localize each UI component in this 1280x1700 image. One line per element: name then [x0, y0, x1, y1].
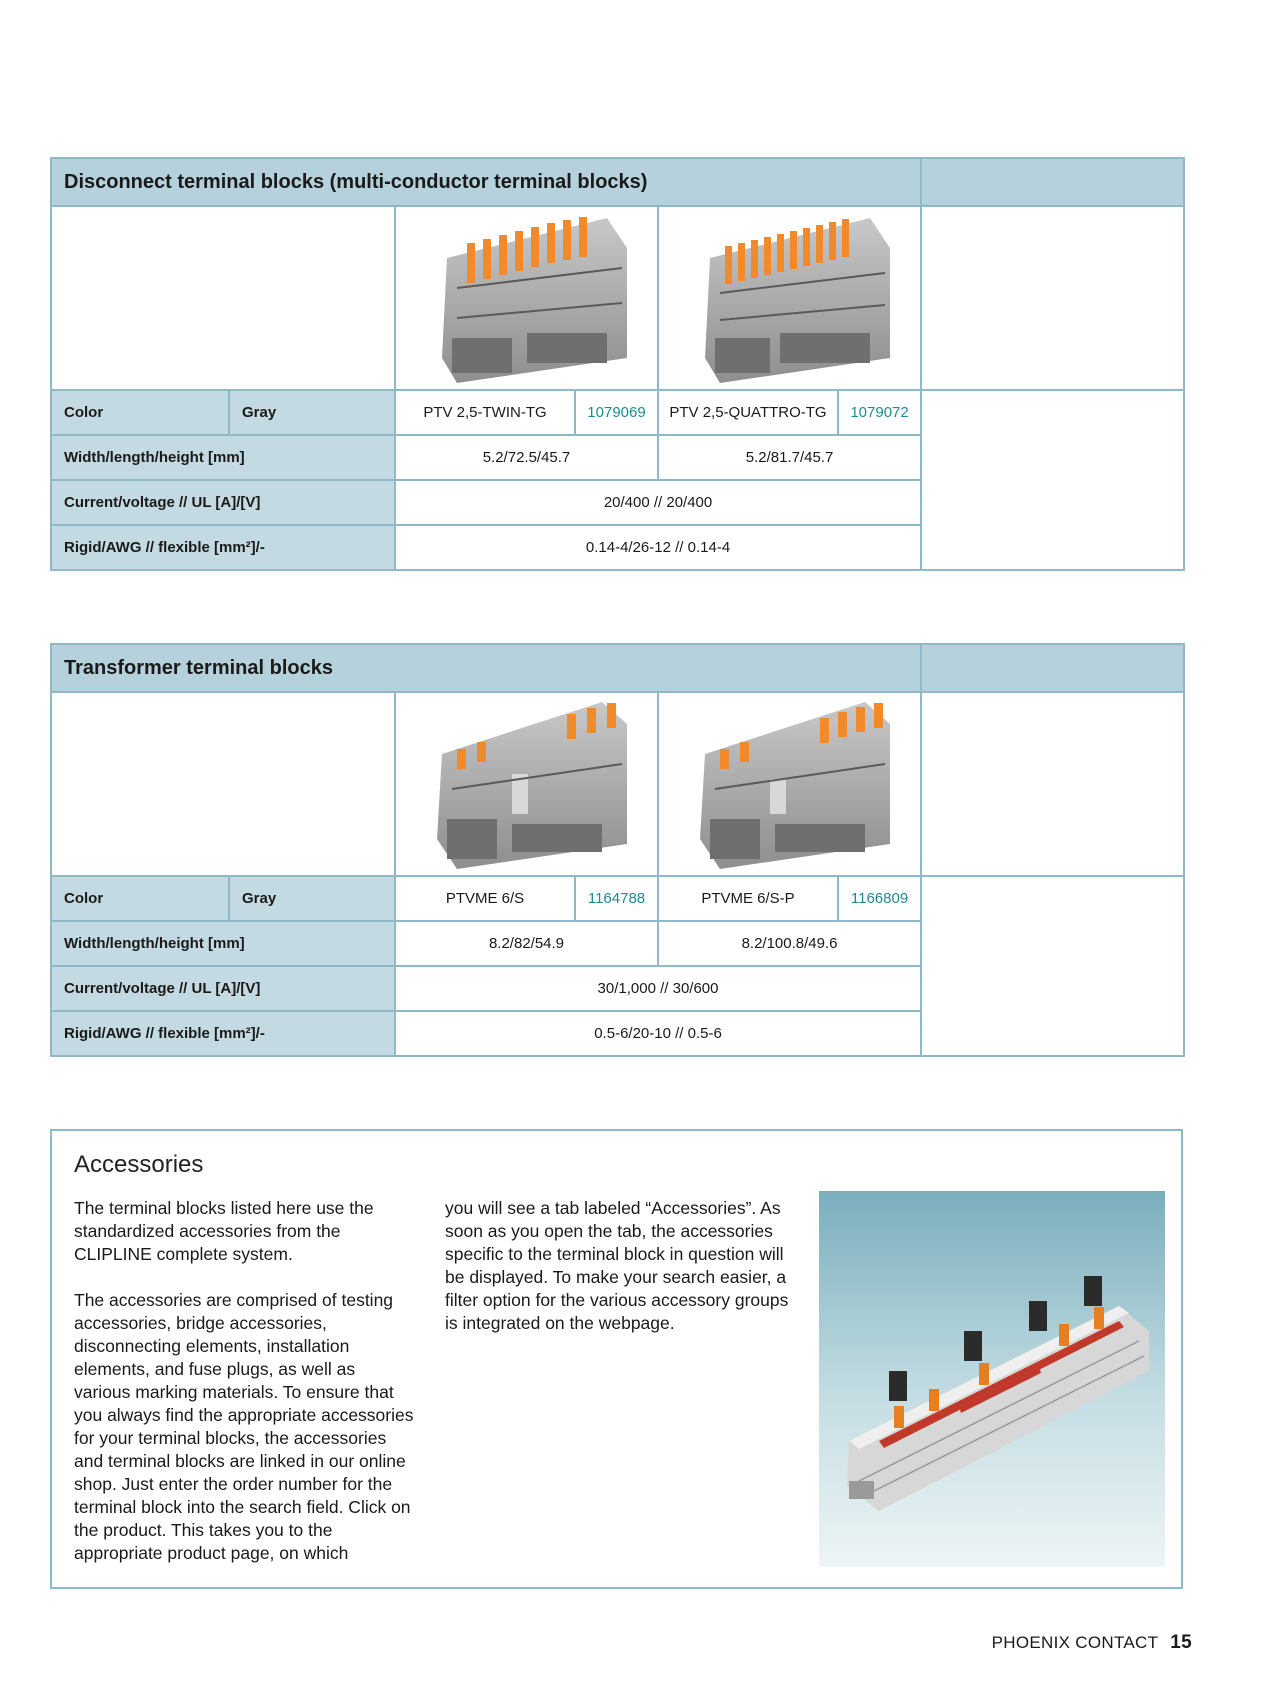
- accessories-column-2: [445, 1197, 790, 1358]
- accessories-paragraph: The accessories are comprised of testing accessories, bridge accessories, disconnecting elements, installation elements, and fuse plugs, as well as various marking materials. To ensure that you always find the appropriate accessories for your terminal blocks, the accessories and terminal blocks are linked in our online shop. Just enter the order number for the terminal block into the search field. Click on the product. This takes you to the appropriate product page, on which: [74, 1290, 414, 1563]
- dimensions-value: 5.2/81.7/45.7: [658, 435, 921, 480]
- empty-image-cell: [51, 692, 395, 876]
- page-footer: [992, 1632, 1192, 1654]
- product-name: PTV 2,5-TWIN-TG: [395, 390, 575, 435]
- accessories-paragraph: you will see a tab labeled “Accessories”. As soon as you open the tab, the accessories specific to the terminal block in question will be displayed. To make your search easier, a filter option for the various accessory groups is integrated on the webpage.: [445, 1198, 789, 1333]
- table-title: Transformer terminal blocks: [51, 644, 921, 692]
- empty-image-cell: [51, 206, 395, 390]
- color-label: Color: [51, 876, 229, 921]
- product-image-ptvme-6s-p: [658, 692, 921, 876]
- rigid-flexible-value: 0.14-4/26-12 // 0.14-4: [395, 525, 921, 570]
- dimensions-label: Width/length/height [mm]: [51, 921, 395, 966]
- disconnect-terminal-blocks-table: [50, 157, 1185, 571]
- current-voltage-label: Current/voltage // UL [A]/[V]: [51, 480, 395, 525]
- dimensions-label: Width/length/height [mm]: [51, 435, 395, 480]
- empty-cell: [921, 390, 1184, 570]
- dimensions-value: 8.2/100.8/49.6: [658, 921, 921, 966]
- color-value: Gray: [229, 876, 395, 921]
- header-blank-cell: [921, 158, 1184, 206]
- order-number: 1079072: [838, 390, 921, 435]
- rigid-flexible-value: 0.5-6/20-10 // 0.5-6: [395, 1011, 921, 1056]
- order-number: 1079069: [575, 390, 658, 435]
- transformer-terminal-blocks-table: [50, 643, 1185, 1057]
- order-number: 1164788: [575, 876, 658, 921]
- product-name: PTVME 6/S-P: [658, 876, 838, 921]
- accessories-box: [50, 1129, 1183, 1589]
- product-name: PTV 2,5-QUATTRO-TG: [658, 390, 838, 435]
- dimensions-value: 5.2/72.5/45.7: [395, 435, 658, 480]
- table-title: Disconnect terminal blocks (multi-conductor terminal blocks): [51, 158, 921, 206]
- empty-cell: [921, 206, 1184, 390]
- color-label: Color: [51, 390, 229, 435]
- header-blank-cell: [921, 644, 1184, 692]
- current-voltage-value: 30/1,000 // 30/600: [395, 966, 921, 1011]
- brand-name: PHOENIX CONTACT: [991, 1633, 1159, 1652]
- dimensions-value: 8.2/82/54.9: [395, 921, 658, 966]
- empty-cell: [921, 876, 1184, 1056]
- product-image-ptv-twin: [395, 206, 658, 390]
- accessories-title: Accessories: [74, 1151, 204, 1178]
- current-voltage-value: 20/400 // 20/400: [395, 480, 921, 525]
- page-number: 15: [1170, 1632, 1192, 1653]
- product-image-ptvme-6s: [395, 692, 658, 876]
- current-voltage-label: Current/voltage // UL [A]/[V]: [51, 966, 395, 1011]
- product-image-ptv-quattro: [658, 206, 921, 390]
- rigid-flexible-label: Rigid/AWG // flexible [mm²]/-: [51, 1011, 395, 1056]
- empty-cell: [921, 692, 1184, 876]
- order-number: 1166809: [838, 876, 921, 921]
- product-name: PTVME 6/S: [395, 876, 575, 921]
- accessories-column-1: [74, 1197, 414, 1588]
- rigid-flexible-label: Rigid/AWG // flexible [mm²]/-: [51, 525, 395, 570]
- accessories-paragraph: The terminal blocks listed here use the standardized accessories from the CLIPLINE complete system.: [74, 1198, 374, 1264]
- accessories-photo: [819, 1191, 1165, 1567]
- color-value: Gray: [229, 390, 395, 435]
